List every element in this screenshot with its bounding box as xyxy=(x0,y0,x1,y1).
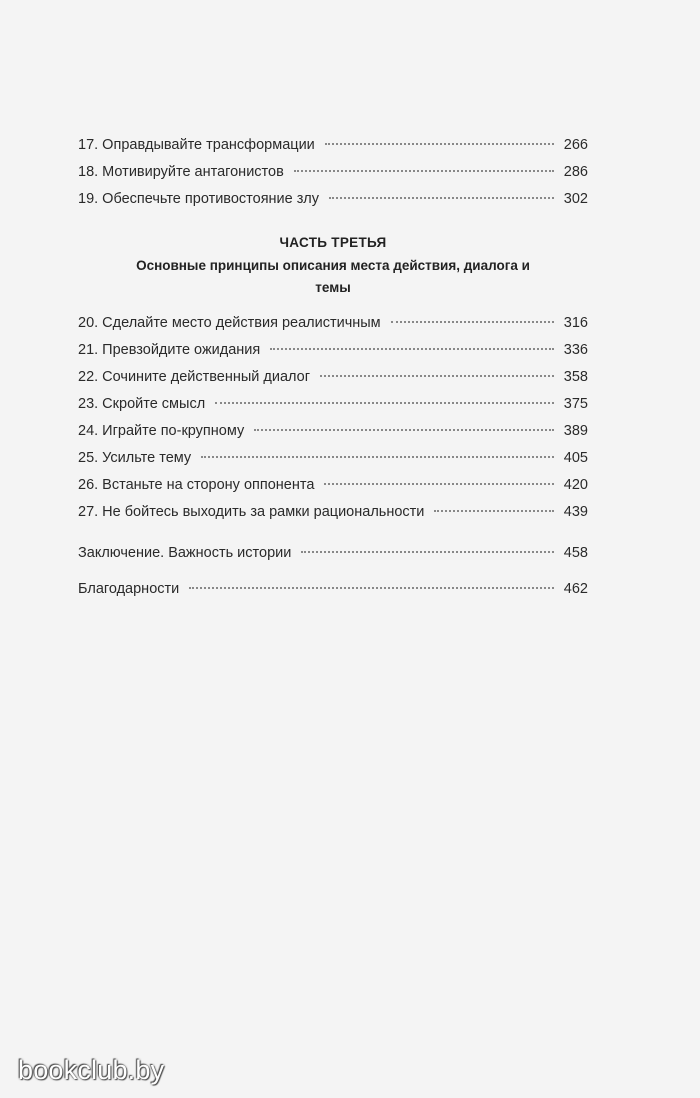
part-subtitle: Основные принципы описания места действия, диалога и темы xyxy=(136,258,530,295)
toc-entry xyxy=(78,159,588,186)
toc-entry-title: 17. Оправдывайте трансформации xyxy=(78,137,315,153)
toc-entry-page: 439 xyxy=(563,504,588,520)
toc-entry-page: 389 xyxy=(563,423,588,439)
toc-entry xyxy=(78,186,588,213)
toc-dot-leader xyxy=(324,483,554,485)
toc-dot-leader xyxy=(329,197,554,199)
toc-dot-leader xyxy=(201,456,554,458)
toc-entry-title: 27. Не бойтесь выходить за рамки рациональности xyxy=(78,504,425,520)
toc-entry xyxy=(78,391,588,418)
toc-entry-page: 302 xyxy=(563,191,588,207)
toc-section-acknowledgements xyxy=(78,576,588,603)
toc-entry-title: 26. Встаньте на сторону оппонента xyxy=(78,477,315,493)
toc-entry-title: 20. Сделайте место действия реалистичным xyxy=(78,315,381,331)
part-heading xyxy=(78,233,588,299)
toc-entry-page: 286 xyxy=(563,164,588,180)
toc-entry-title: 22. Сочините действенный диалог xyxy=(78,369,311,385)
toc-entry-acknowledgements xyxy=(78,576,588,603)
toc-entry xyxy=(78,310,588,337)
toc-entry-title: Заключение. Важность истории xyxy=(78,545,292,561)
toc-entry-page: 375 xyxy=(563,396,588,412)
toc-entry-title: 23. Скройте смысл xyxy=(78,396,206,412)
toc-entry-page: 316 xyxy=(563,315,588,331)
toc-dot-leader xyxy=(254,429,554,431)
toc-entry-page: 420 xyxy=(563,477,588,493)
toc-entry-title: 18. Мотивируйте антагонистов xyxy=(78,164,284,180)
toc-dot-leader xyxy=(189,587,554,589)
toc-entry xyxy=(78,418,588,445)
toc-entry xyxy=(78,337,588,364)
toc-entry-title: 21. Превзойдите ожидания xyxy=(78,342,261,358)
toc-dot-leader xyxy=(434,510,554,512)
toc-entry xyxy=(78,132,588,159)
toc-entry-title: 25. Усильте тему xyxy=(78,450,192,466)
toc-entry-conclusion xyxy=(78,540,588,567)
toc-dot-leader xyxy=(320,375,554,377)
toc-entry-page: 458 xyxy=(563,545,588,561)
toc-entry-page: 405 xyxy=(563,450,588,466)
toc-entry-page: 462 xyxy=(563,581,588,597)
toc-section-part3 xyxy=(78,310,588,526)
toc-entry xyxy=(78,472,588,499)
toc-entry-title: Благодарности xyxy=(78,581,180,597)
part-label: ЧАСТЬ ТРЕТЬЯ xyxy=(279,235,387,250)
toc-entry-title: 19. Обеспечьте противостояние злу xyxy=(78,191,319,207)
toc-dot-leader xyxy=(391,321,554,323)
toc-entry-title: 24. Играйте по-крупному xyxy=(78,423,245,439)
toc-entry xyxy=(78,364,588,391)
watermark: bookclub.by xyxy=(18,1055,165,1085)
toc-dot-leader xyxy=(270,348,554,350)
toc-dot-leader xyxy=(325,143,554,145)
toc-entry-page: 336 xyxy=(563,342,588,358)
toc-section-conclusion xyxy=(78,540,588,567)
toc-entry xyxy=(78,445,588,472)
toc-entry-page: 358 xyxy=(563,369,588,385)
toc-dot-leader xyxy=(215,402,554,404)
toc-section-part2-tail xyxy=(78,132,588,213)
toc-entry xyxy=(78,499,588,526)
toc-dot-leader xyxy=(294,170,554,172)
toc-entry-page: 266 xyxy=(563,137,588,153)
toc-dot-leader xyxy=(301,551,554,553)
